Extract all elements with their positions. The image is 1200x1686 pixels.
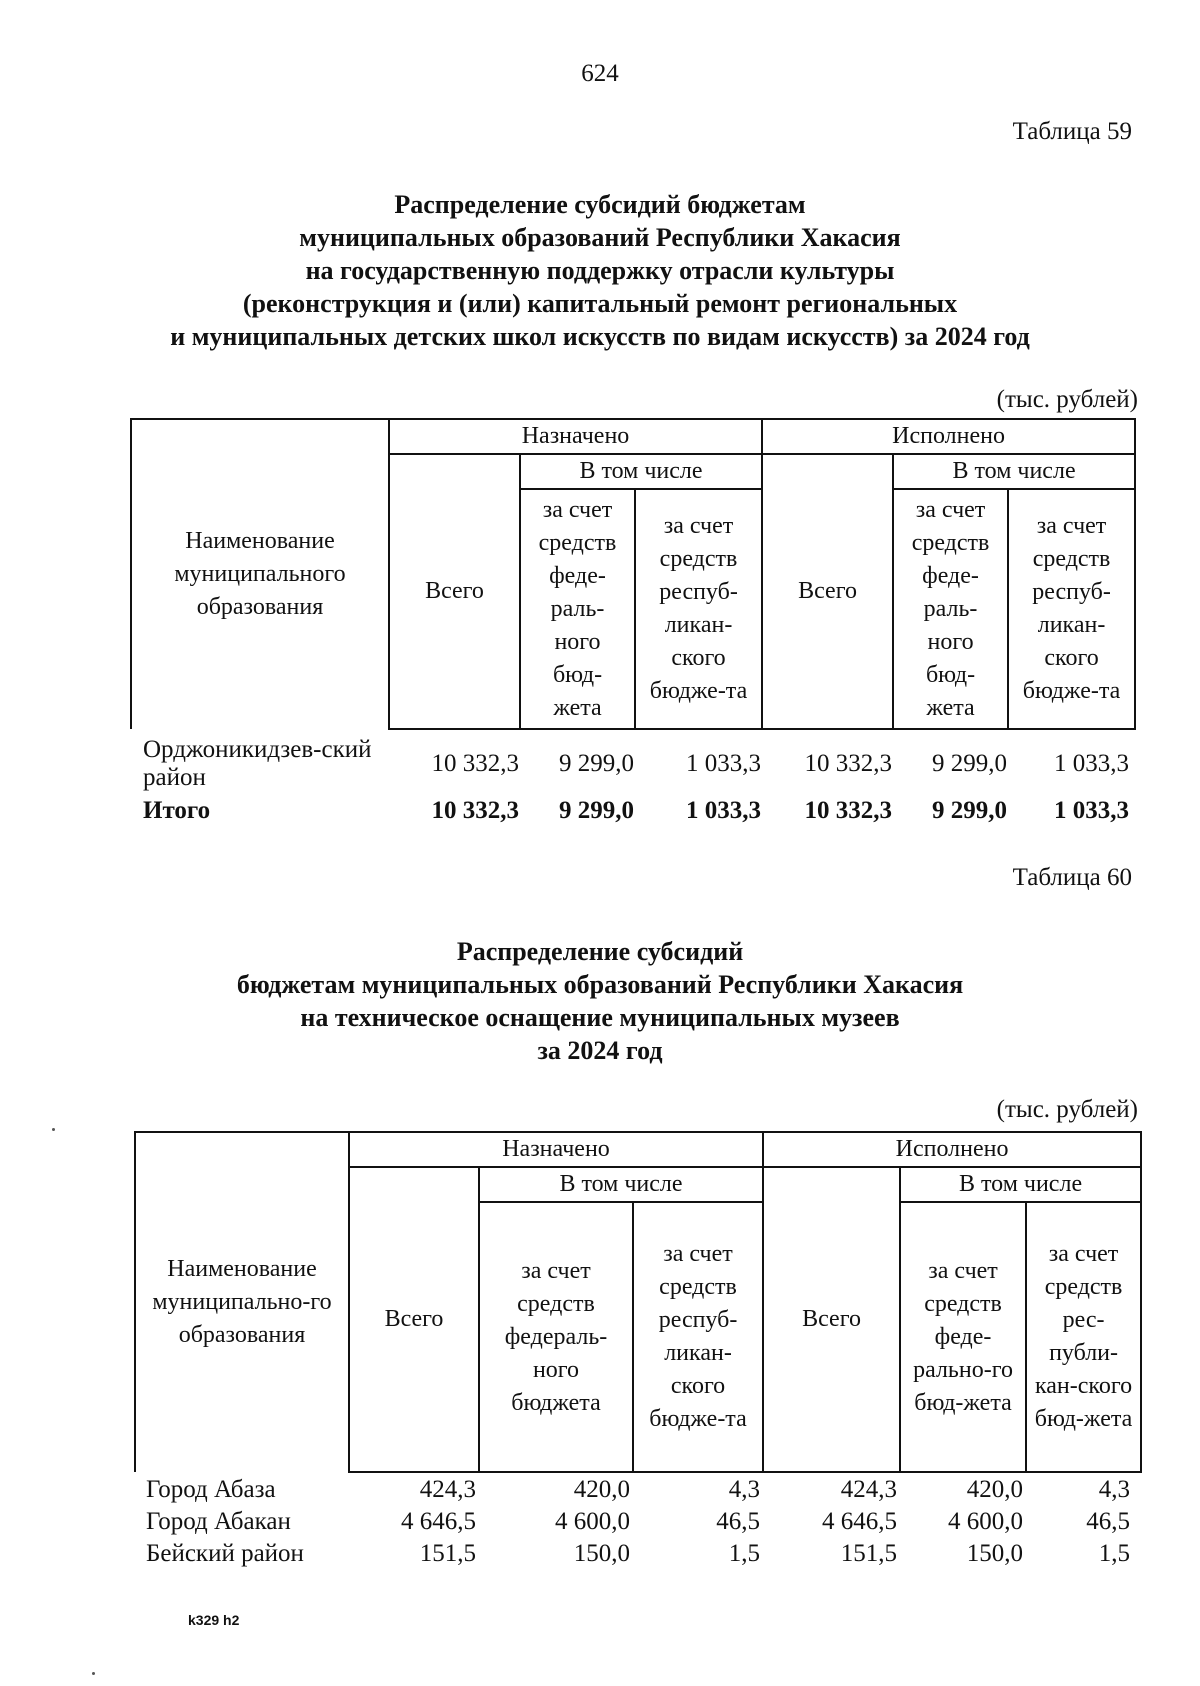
cell-assigned-federal: 9 299,0 bbox=[559, 750, 634, 777]
cell-assigned-total: 10 332,3 bbox=[431, 750, 519, 777]
table-59-title-line: и муниципальных детских школ искусств по видам искусств) за 2024 год bbox=[170, 322, 1030, 351]
table-60-title-line: бюджетам муниципальных образований Республики Хакасия bbox=[236, 970, 964, 999]
header-assigned-federal-text: за счет средств федераль-ного бюджета bbox=[504, 1257, 608, 1416]
header-name-text: Наименование муниципально-го образования bbox=[152, 1256, 332, 1348]
row-name-total: Итого bbox=[143, 797, 211, 824]
header-executed-federal-text: за счет средств феде-раль-ного бюд-жета bbox=[911, 496, 990, 721]
header-executed: Исполнено bbox=[762, 419, 1135, 454]
table-59-title-line: (реконструкция и (или) капитальный ремонт региональных bbox=[242, 289, 958, 318]
header-name bbox=[131, 419, 389, 729]
header-assigned-republic-text: за счет средств респуб-ликан-ского бюдже-та bbox=[649, 513, 748, 704]
cell-executed-republic: 1 033,3 bbox=[1054, 750, 1129, 777]
cell-executed-republic: 1 033,3 bbox=[1054, 797, 1129, 824]
page-number: 624 bbox=[581, 60, 619, 87]
cell-executed-total: 10 332,3 bbox=[804, 797, 892, 824]
table-59-title bbox=[80, 188, 1120, 353]
header-executed-republic-text: за счет средств рес-публи-кан-ского бюд-жета bbox=[1034, 1241, 1133, 1432]
cell-assigned-total: 10 332,3 bbox=[431, 797, 519, 824]
row-name: Орджоникидзев-ский район bbox=[143, 736, 372, 791]
header-assigned-republic-text: за счет средств респуб-ликан-ского бюдже-та bbox=[649, 1241, 747, 1432]
table-59-title-line: муниципальных образований Республики Хакасия bbox=[299, 223, 901, 252]
cell-executed-total: 4 646,5 bbox=[822, 1508, 897, 1535]
header-assigned-including: В том числе bbox=[520, 454, 762, 489]
header-assigned-republic bbox=[635, 489, 762, 729]
header-executed-total: Всего bbox=[763, 1167, 900, 1472]
cell-assigned-republic: 4,3 bbox=[728, 1476, 760, 1503]
header-assigned-total: Всего bbox=[389, 454, 520, 729]
row-name: Город Абаза bbox=[146, 1476, 276, 1503]
header-assigned-total: Всего bbox=[349, 1167, 479, 1472]
header-assigned-federal bbox=[479, 1202, 633, 1472]
header-executed-total: Всего bbox=[762, 454, 893, 729]
header-executed: Исполнено bbox=[763, 1132, 1141, 1167]
table-row-total bbox=[143, 794, 1129, 828]
table-59-header bbox=[130, 418, 1136, 730]
cell-assigned-total: 151,5 bbox=[419, 1540, 476, 1567]
header-assigned-federal-text: за счет средств феде-раль-ного бюд-жета bbox=[538, 496, 617, 721]
cell-assigned-republic: 1 033,3 bbox=[686, 750, 761, 777]
cell-executed-federal: 420,0 bbox=[966, 1476, 1023, 1503]
table-59-body bbox=[143, 734, 1129, 828]
scan-speck bbox=[52, 1128, 55, 1131]
header-executed-republic bbox=[1026, 1202, 1141, 1472]
row-name: Город Абакан bbox=[146, 1508, 291, 1535]
header-executed-republic bbox=[1008, 489, 1135, 729]
header-assigned-federal bbox=[520, 489, 635, 729]
cell-assigned-federal: 420,0 bbox=[573, 1476, 630, 1503]
header-executed-federal bbox=[900, 1202, 1026, 1472]
table-60-units: (тыс. рублей) bbox=[996, 1096, 1138, 1123]
header-executed-federal-text: за счет средств феде-рально-го бюд-жета bbox=[913, 1257, 1013, 1416]
table-row bbox=[146, 1538, 1130, 1570]
header-name bbox=[135, 1132, 349, 1472]
cell-executed-total: 151,5 bbox=[840, 1540, 897, 1567]
table-60-title bbox=[80, 935, 1120, 1067]
header-executed-republic-text: за счет средств респуб-ликан-ского бюдже-та bbox=[1022, 513, 1121, 704]
cell-assigned-total: 424,3 bbox=[419, 1476, 476, 1503]
header-executed-federal bbox=[893, 489, 1008, 729]
cell-assigned-federal: 150,0 bbox=[573, 1540, 630, 1567]
cell-executed-total: 10 332,3 bbox=[804, 750, 892, 777]
cell-assigned-republic: 46,5 bbox=[716, 1508, 760, 1535]
cell-executed-republic: 1,5 bbox=[1098, 1540, 1130, 1567]
row-name: Бейский район bbox=[146, 1540, 304, 1567]
header-executed-including: В том числе bbox=[900, 1167, 1141, 1202]
table-row bbox=[146, 1506, 1130, 1538]
table-59-title-line: на государственную поддержку отрасли культуры bbox=[305, 256, 895, 285]
header-executed-including: В том числе bbox=[893, 454, 1135, 489]
table-60-title-line: Распределение субсидий bbox=[456, 937, 744, 966]
cell-executed-federal: 4 600,0 bbox=[948, 1508, 1023, 1535]
cell-assigned-total: 4 646,5 bbox=[401, 1508, 476, 1535]
table-60-body bbox=[146, 1474, 1130, 1570]
cell-executed-federal: 150,0 bbox=[966, 1540, 1023, 1567]
table-row bbox=[146, 1474, 1130, 1506]
table-59-label: Таблица 59 bbox=[1012, 118, 1132, 145]
table-60-header bbox=[134, 1131, 1142, 1473]
table-59-title-line: Распределение субсидий бюджетам bbox=[394, 190, 806, 219]
scan-speck bbox=[92, 1672, 95, 1675]
header-assigned-republic bbox=[633, 1202, 763, 1472]
cell-executed-republic: 4,3 bbox=[1098, 1476, 1130, 1503]
cell-executed-federal: 9 299,0 bbox=[932, 797, 1007, 824]
cell-assigned-federal: 9 299,0 bbox=[559, 797, 634, 824]
footer-code: k329 h2 bbox=[188, 1612, 240, 1628]
table-59-units: (тыс. рублей) bbox=[996, 386, 1138, 413]
cell-assigned-republic: 1,5 bbox=[728, 1540, 760, 1567]
header-assigned-including: В том числе bbox=[479, 1167, 763, 1202]
cell-executed-federal: 9 299,0 bbox=[932, 750, 1007, 777]
cell-executed-republic: 46,5 bbox=[1086, 1508, 1130, 1535]
table-60-title-line: за 2024 год bbox=[537, 1036, 663, 1065]
cell-assigned-federal: 4 600,0 bbox=[555, 1508, 630, 1535]
cell-assigned-republic: 1 033,3 bbox=[686, 797, 761, 824]
header-assigned: Назначено bbox=[349, 1132, 763, 1167]
cell-executed-total: 424,3 bbox=[840, 1476, 897, 1503]
header-assigned: Назначено bbox=[389, 419, 762, 454]
table-60-title-line: на техническое оснащение муниципальных музеев bbox=[300, 1003, 900, 1032]
table-row bbox=[143, 734, 1129, 794]
header-name-text: Наименование муниципального образования bbox=[174, 528, 346, 620]
table-60-label: Таблица 60 bbox=[1012, 864, 1132, 891]
